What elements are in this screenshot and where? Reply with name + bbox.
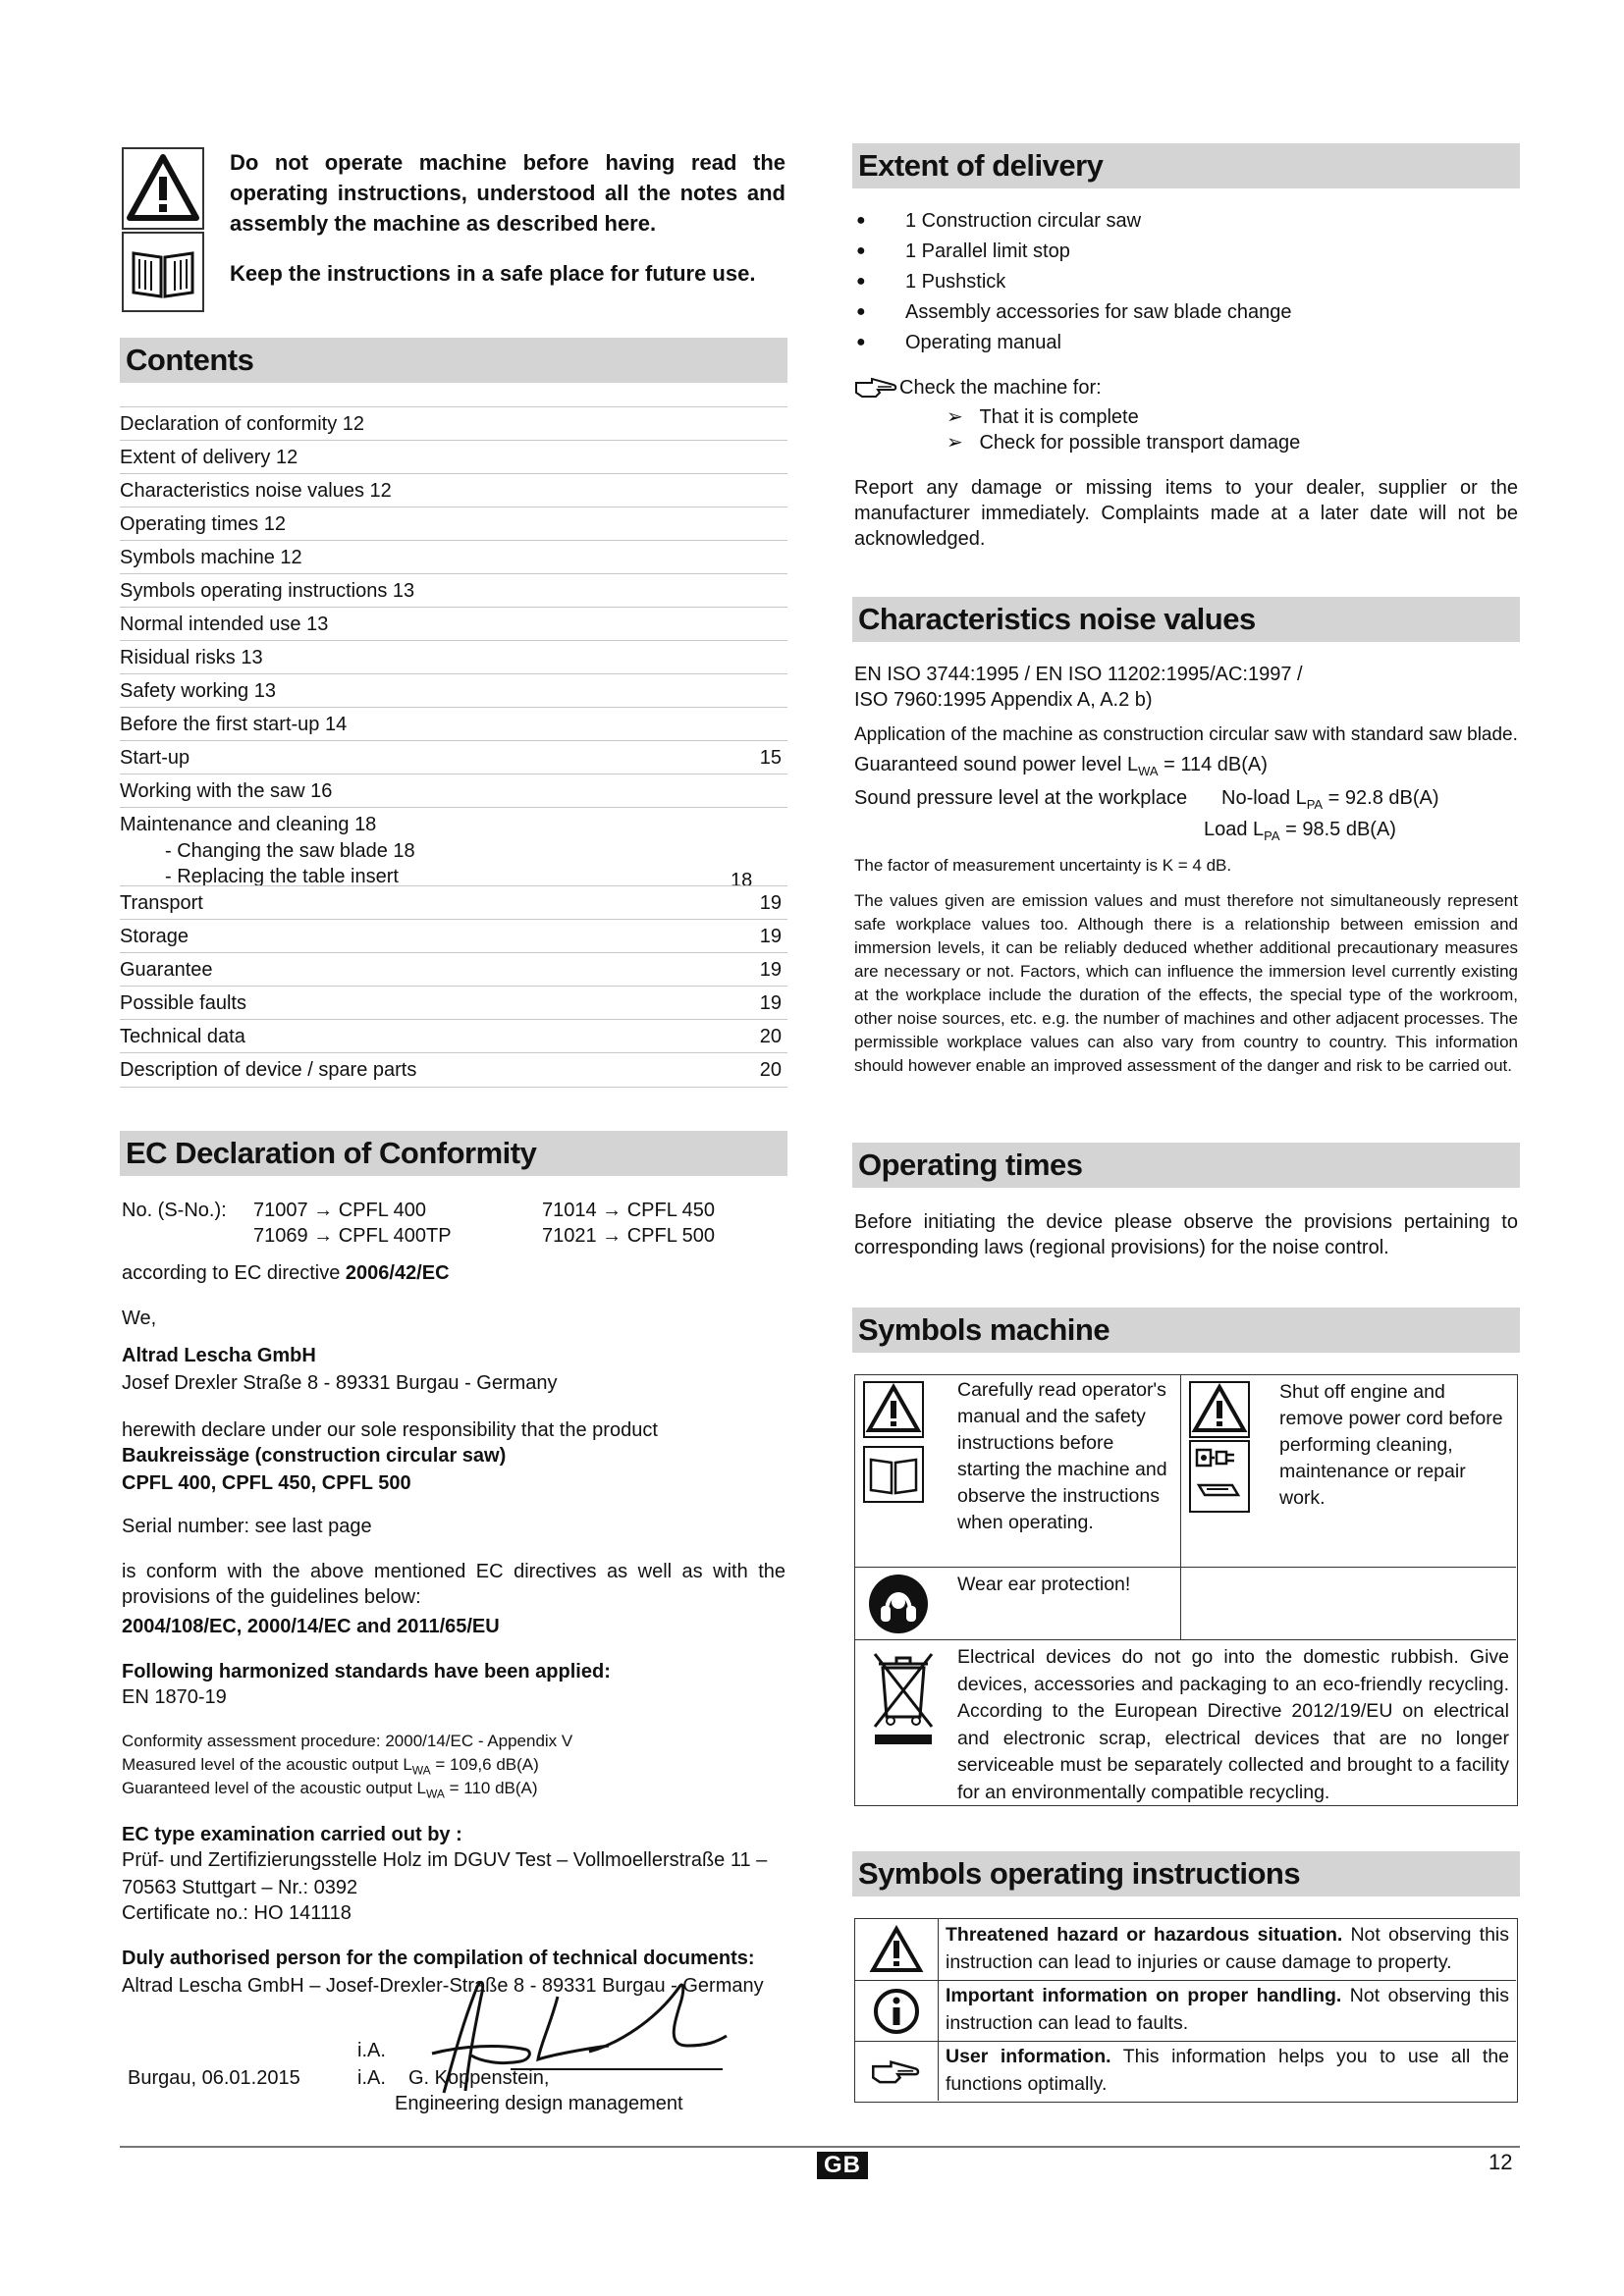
ec-directive [122, 1260, 450, 1286]
toc-page: 18 [731, 870, 753, 891]
bullet-icon: ● [856, 212, 866, 229]
hazard-text [946, 1921, 1509, 1976]
weee-text: Electrical devices do not go into the domestic rubbish. Give devices, accessories and packaging to an eco-friendly recycling. According to the European Directive 2012/19/EU on electrical and electronic scrap, electrical devices that are no longer serviceable must be separately collected and brought to a facility for an environmentally compatible recycling. [957, 1646, 1509, 1803]
toc-item[interactable] [120, 540, 787, 574]
delivery-heading: Extent of delivery [852, 143, 1520, 188]
check-item-label: Check for possible transport damage [979, 432, 1301, 454]
sound-pressure-label: Sound pressure level at the workplace [854, 787, 1188, 809]
toc-label: Storage [120, 926, 189, 947]
toc-label: Normal intended use 13 [120, 614, 329, 635]
guaranteed-label: Guaranteed level of the acoustic output L [122, 1779, 426, 1797]
measured-sub: WA [411, 1763, 431, 1778]
unplug-icon [1189, 1440, 1250, 1513]
toc-item[interactable] [120, 774, 787, 808]
warning-text: Do not operate machine before having read the operating instructions, understood all the notes and assembly the machine as described here. [230, 150, 785, 236]
info-desc: Not observing this instruction can lead to faults. [946, 1985, 1509, 2034]
type-exam-title: EC type examination carried out by : [122, 1824, 462, 1845]
toc-page: 19 [759, 959, 782, 981]
toc-item[interactable] [120, 952, 787, 987]
harmonized-title: Following harmonized standards have been applied: [122, 1661, 611, 1682]
toc-label: Possible faults [120, 992, 246, 1014]
noise-standards-2: ISO 7960:1995 Appendix A, A.2 b) [854, 689, 1153, 711]
toc-item[interactable] [120, 507, 787, 541]
toc-label: Maintenance and cleaning 18 [120, 814, 377, 835]
bullet-icon: ● [856, 303, 866, 320]
load-level [1204, 817, 1396, 849]
symbols-machine-heading: Symbols machine [852, 1308, 1520, 1353]
weee-bin-icon [869, 1650, 938, 1748]
read-manual-text: Carefully read operator's manual and the safety instructions before starting the machine and observe the instructions when operating. [957, 1379, 1167, 1533]
info-text [946, 1982, 1509, 2037]
toc-label: Start-up [120, 747, 190, 769]
measured-value: = 109,6 dB(A) [430, 1755, 539, 1774]
warning-triangle-icon [863, 1381, 924, 1438]
toc-item[interactable] [120, 707, 787, 741]
user-info-desc: This information helps you to use all the functions optimally. [946, 2046, 1510, 2095]
ec-declaration-heading: EC Declaration of Conformity [120, 1131, 787, 1176]
user-info-text [946, 2043, 1509, 2098]
toc-label: Characteristics noise values 12 [120, 480, 392, 502]
hazard-triangle-icon [869, 1925, 924, 1974]
load-sub: PA [1264, 828, 1280, 843]
directive-number: 2006/42/EC [345, 1262, 450, 1284]
toc-item[interactable] [120, 673, 787, 708]
bullet-icon: ● [856, 242, 866, 259]
footer-divider [120, 2146, 1520, 2148]
we-text: We, [122, 1308, 157, 1329]
model-71014: 71014 → CPFL 450 [542, 1200, 716, 1221]
model-71007: 71007 → CPFL 400 [253, 1200, 427, 1221]
info-icon [873, 1988, 920, 2035]
toc-label: Transport [120, 892, 203, 914]
toc-page: 19 [759, 892, 782, 914]
noise-application: Application of the machine as construction circular saw with standard saw blade. [854, 724, 1518, 745]
product-name: Baukreissäge (construction circular saw) [122, 1445, 507, 1467]
toc-sub-label: - Replacing the table insert [165, 866, 399, 887]
type-exam-line1: Prüf- und Zertifizierungsstelle Holz im DGUV Test – Vollmoellerstraße 11 – [122, 1849, 768, 1871]
arrow-icon: ➢ [947, 432, 963, 454]
warning-triangle-icon [124, 149, 202, 228]
toc-page: 20 [759, 1059, 782, 1081]
serial-number-text: Serial number: see last page [122, 1516, 372, 1537]
toc-label: Symbols machine 12 [120, 547, 302, 568]
toc-label: Before the first start-up 14 [120, 714, 348, 735]
authorised-text: Altrad Lescha GmbH – Josef-Drexler-Straße 8 - 89331 Burgau - Germany [122, 1975, 764, 1997]
toc-item[interactable] [120, 640, 787, 674]
toc-page: 15 [759, 747, 782, 769]
toc-label: Guarantee [120, 959, 213, 981]
conform-text: is conform with the above mentioned EC directives as well as with the provisions of the guidelines below: [122, 1561, 785, 1608]
load-label: Load L [1204, 819, 1265, 840]
measured-label: Measured level of the acoustic output L [122, 1755, 412, 1774]
hazard-title: Threatened hazard or hazardous situation. [946, 1924, 1343, 1946]
power-label: Guaranteed sound power level L [854, 754, 1139, 775]
toc-label: Declaration of conformity 12 [120, 413, 365, 435]
toc-item[interactable] [120, 473, 787, 507]
toc-label: Symbols operating instructions 13 [120, 580, 415, 602]
toc-page: 19 [759, 992, 782, 1014]
toc-label: Operating times 12 [120, 513, 286, 535]
company-address: Josef Drexler Straße 8 - 89331 Burgau - Germany [122, 1372, 558, 1394]
contents-heading: Contents [120, 338, 787, 383]
pointing-hand-icon [871, 2058, 920, 2088]
serial-no-label: No. (S-No.): [122, 1200, 227, 1221]
check-title: Check the machine for: [899, 377, 1102, 399]
authorised-title: Duly authorised person for the compilation of technical documents: [122, 1948, 755, 1969]
noload-level [1221, 785, 1439, 818]
toc-item[interactable] [120, 406, 787, 441]
load-value: = 98.5 dB(A) [1279, 819, 1396, 840]
language-badge: GB [817, 2152, 868, 2179]
check-item [947, 404, 1139, 430]
guaranteed-sub: WA [425, 1787, 445, 1801]
sound-power-level [854, 752, 1268, 784]
toc-item[interactable] [120, 986, 787, 1020]
toc-item[interactable] [120, 885, 787, 920]
noload-label: No-load L [1221, 787, 1307, 809]
ia-label-1: i.A. [357, 2040, 386, 2061]
model-71069: 71069 → CPFL 400TP [253, 1225, 452, 1247]
symbols-instructions-table [854, 1918, 1518, 2103]
info-title: Important information on proper handling. [946, 1985, 1342, 2006]
certificate-no: Certificate no.: HO 141118 [122, 1902, 352, 1924]
symbols-machine-table [854, 1374, 1518, 1806]
toc-item[interactable] [120, 740, 787, 774]
toc-page: 19 [759, 926, 782, 947]
harmonized-standard: EN 1870-19 [122, 1686, 227, 1708]
uncertainty-text: The factor of measurement uncertainty is K = 4 dB. [854, 856, 1232, 875]
delivery-item-label: Operating manual [905, 332, 1061, 353]
toc-label: Technical data [120, 1026, 245, 1047]
toc-item-maintenance[interactable] [120, 807, 787, 891]
noise-heading: Characteristics noise values [852, 597, 1520, 642]
model-71021: 71021 → CPFL 500 [542, 1225, 716, 1247]
power-sub: WA [1138, 764, 1159, 778]
book-icon [863, 1446, 924, 1503]
report-text: Report any damage or missing items to your dealer, supplier or the manufacturer immediately. Complaints made at a later date will not be acknowledged. [854, 477, 1518, 550]
toc-label: Safety working 13 [120, 680, 276, 702]
delivery-item-label: Assembly accessories for saw blade change [905, 301, 1292, 323]
warning-icon-box [122, 147, 204, 230]
declare-text: herewith declare under our sole responsibility that the product [122, 1419, 658, 1441]
symbols-instructions-heading: Symbols operating instructions [852, 1851, 1520, 1896]
operating-times-heading: Operating times [852, 1143, 1520, 1188]
toc-item[interactable] [120, 919, 787, 953]
guidelines-list: 2004/108/EC, 2000/14/EC and 2011/65/EU [122, 1616, 500, 1637]
hazard-desc: Not observing this instruction can lead to injuries or cause damage to property. [946, 1924, 1509, 1973]
arrow-icon: ➢ [947, 406, 963, 428]
place-date: Burgau, 06.01.2015 [128, 2067, 300, 2089]
keep-instructions-text: Keep the instructions in a safe place for future use. [230, 261, 756, 286]
page-number: 12 [1489, 2150, 1513, 2174]
ia-label-2: i.A. [357, 2067, 386, 2089]
toc-label: Risidual risks 13 [120, 647, 263, 668]
toc-item[interactable] [120, 573, 787, 608]
toc-label: Description of device / spare parts [120, 1059, 417, 1081]
bullet-icon: ● [856, 273, 866, 290]
toc-sub-label: - Changing the saw blade 18 [165, 840, 415, 862]
toc-label: Working with the saw 16 [120, 780, 333, 802]
manual-icon-box [122, 232, 204, 312]
delivery-item-label: 1 Pushstick [905, 271, 1006, 293]
book-icon [124, 234, 202, 310]
company-name: Altrad Lescha GmbH [122, 1345, 316, 1366]
toc-item[interactable] [120, 1019, 787, 1053]
check-item [947, 430, 1300, 455]
warning-triangle-icon [1189, 1381, 1250, 1438]
ear-protection-text: Wear ear protection! [957, 1574, 1131, 1595]
product-models: CPFL 400, CPFL 450, CPFL 500 [122, 1472, 411, 1494]
power-value: = 114 dB(A) [1158, 754, 1268, 775]
guaranteed-value: = 110 dB(A) [444, 1779, 538, 1797]
delivery-item-label: 1 Parallel limit stop [905, 240, 1070, 262]
type-exam-line2: 70563 Stuttgart – Nr.: 0392 [122, 1877, 358, 1898]
assessment-procedure: Conformity assessment procedure: 2000/14/EC - Appendix V [122, 1732, 573, 1750]
toc-page: 20 [759, 1026, 782, 1047]
user-info-title: User information. [946, 2046, 1111, 2067]
signer-name: G. Koppenstein, [408, 2067, 550, 2089]
toc-label: Extent of delivery 12 [120, 447, 298, 468]
delivery-item-label: 1 Construction circular saw [905, 210, 1142, 232]
signer-title: Engineering design management [395, 2093, 683, 2114]
guaranteed-level [122, 1777, 538, 1805]
noload-sub: PA [1306, 797, 1324, 812]
pointing-hand-icon [854, 377, 897, 400]
toc-item[interactable] [120, 1052, 787, 1088]
emission-values-text: The values given are emission values and must therefore not simultaneously represent safe workplace values too. Although there is a relationship between emission and immersion levels, it can be reliably deduced whether additional precautionary measures are necessary or not. Factors, which can influence the immersion level currently existing at the workplace include the duration of the effects, the special type of the workroom, other noise sources, etc. e.g. the number of machines and other adjacent processes. The permissible workplace values can also vary from country to country. This information should however enable an improved assessment of the danger and risk to be carried out. [854, 891, 1518, 1075]
operating-times-text: Before initiating the device please observe the provisions pertaining to corresponding laws (regional provisions) for the noise control. [854, 1211, 1518, 1258]
toc-item[interactable] [120, 607, 787, 641]
toc-item[interactable] [120, 440, 787, 474]
ear-protection-icon [867, 1573, 930, 1635]
bullet-icon: ● [856, 334, 866, 350]
directive-prefix: according to EC directive [122, 1262, 346, 1284]
check-item-label: That it is complete [979, 406, 1139, 428]
noload-value: = 92.8 dB(A) [1323, 787, 1439, 809]
shut-off-text: Shut off engine and remove power cord before performing cleaning, maintenance or repair work. [1279, 1381, 1503, 1509]
noise-standards-1: EN ISO 3744:1995 / EN ISO 11202:1995/AC:1997 / [854, 664, 1303, 685]
